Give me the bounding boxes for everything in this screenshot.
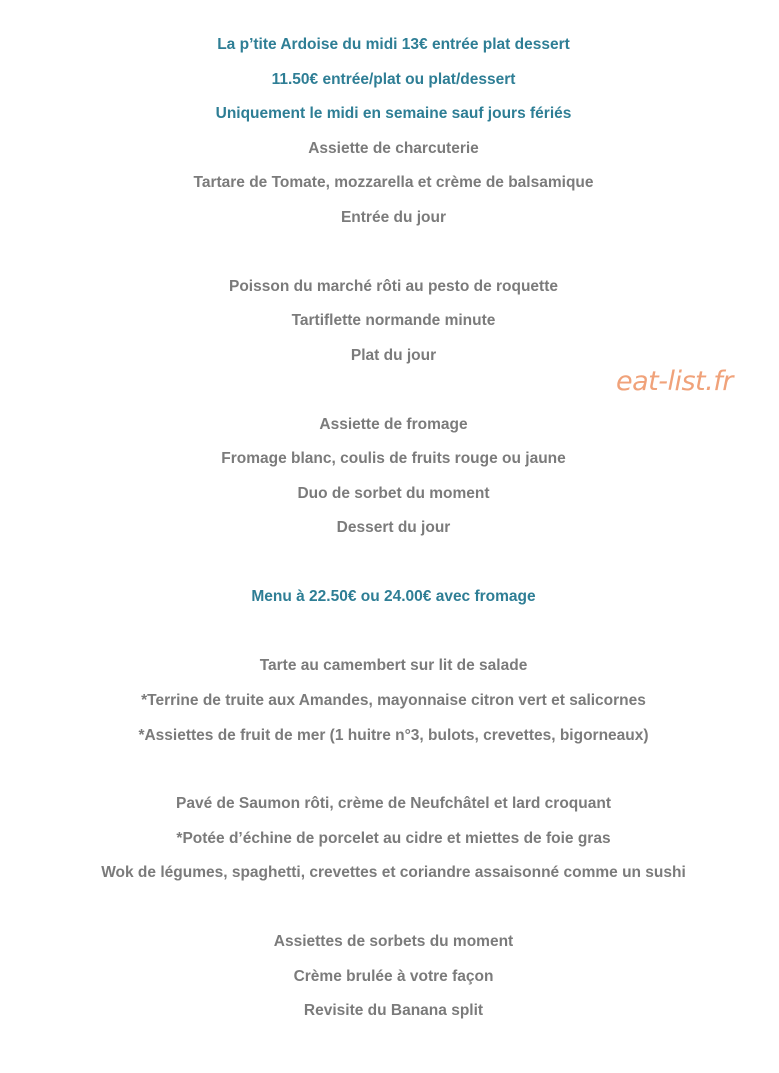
menu-dessert-item: Revisite du Banana split	[303, 1002, 484, 1019]
menu-title: Menu à 22.50€ ou 24.00€ avec fromage	[251, 588, 536, 605]
lunch-title: La p’tite Ardoise du midi 13€ entrée plat dessert	[217, 36, 570, 53]
lunch-dessert-item: Duo de sorbet du moment	[297, 485, 490, 502]
lunch-main-item: Poisson du marché rôti au pesto de roquette	[229, 278, 558, 295]
lunch-starter-item: Assiette de charcuterie	[308, 140, 479, 157]
lunch-starter-item: Tartare de Tomate, mozzarella et crème de balsamique	[193, 174, 594, 191]
menu-starter-item: *Assiettes de fruit de mer (1 huitre n°3, bulots, crevettes, bigorneaux)	[138, 727, 649, 744]
menu-main-item: *Potée d’échine de porcelet au cidre et miettes de foie gras	[176, 830, 611, 847]
menu-dessert-item: Crème brulée à votre façon	[293, 968, 494, 985]
lunch-main-item: Tartiflette normande minute	[291, 312, 496, 329]
lunch-price-two-courses: 11.50€ entrée/plat ou plat/dessert	[271, 71, 516, 88]
lunch-dessert-item: Dessert du jour	[336, 519, 451, 536]
lunch-dessert-item: Assiette de fromage	[319, 416, 468, 433]
menu-starter-item: *Terrine de truite aux Amandes, mayonnaise citron vert et salicornes	[141, 692, 646, 709]
lunch-main-item: Plat du jour	[350, 347, 437, 364]
menu-main-item: Pavé de Saumon rôti, crème de Neufchâtel et lard croquant	[176, 795, 611, 812]
lunch-dessert-item: Fromage blanc, coulis de fruits rouge ou jaune	[221, 450, 566, 467]
lunch-availability: Uniquement le midi en semaine sauf jours fériés	[215, 105, 572, 122]
watermark: eat-list.fr	[616, 366, 733, 397]
menu-main-item: Wok de légumes, spaghetti, crevettes et coriandre assaisonné comme un sushi	[101, 864, 686, 881]
menu-dessert-item: Assiettes de sorbets du moment	[273, 933, 514, 950]
menu-starter-item: Tarte au camembert sur lit de salade	[259, 657, 528, 674]
lunch-starter-item: Entrée du jour	[340, 209, 447, 226]
